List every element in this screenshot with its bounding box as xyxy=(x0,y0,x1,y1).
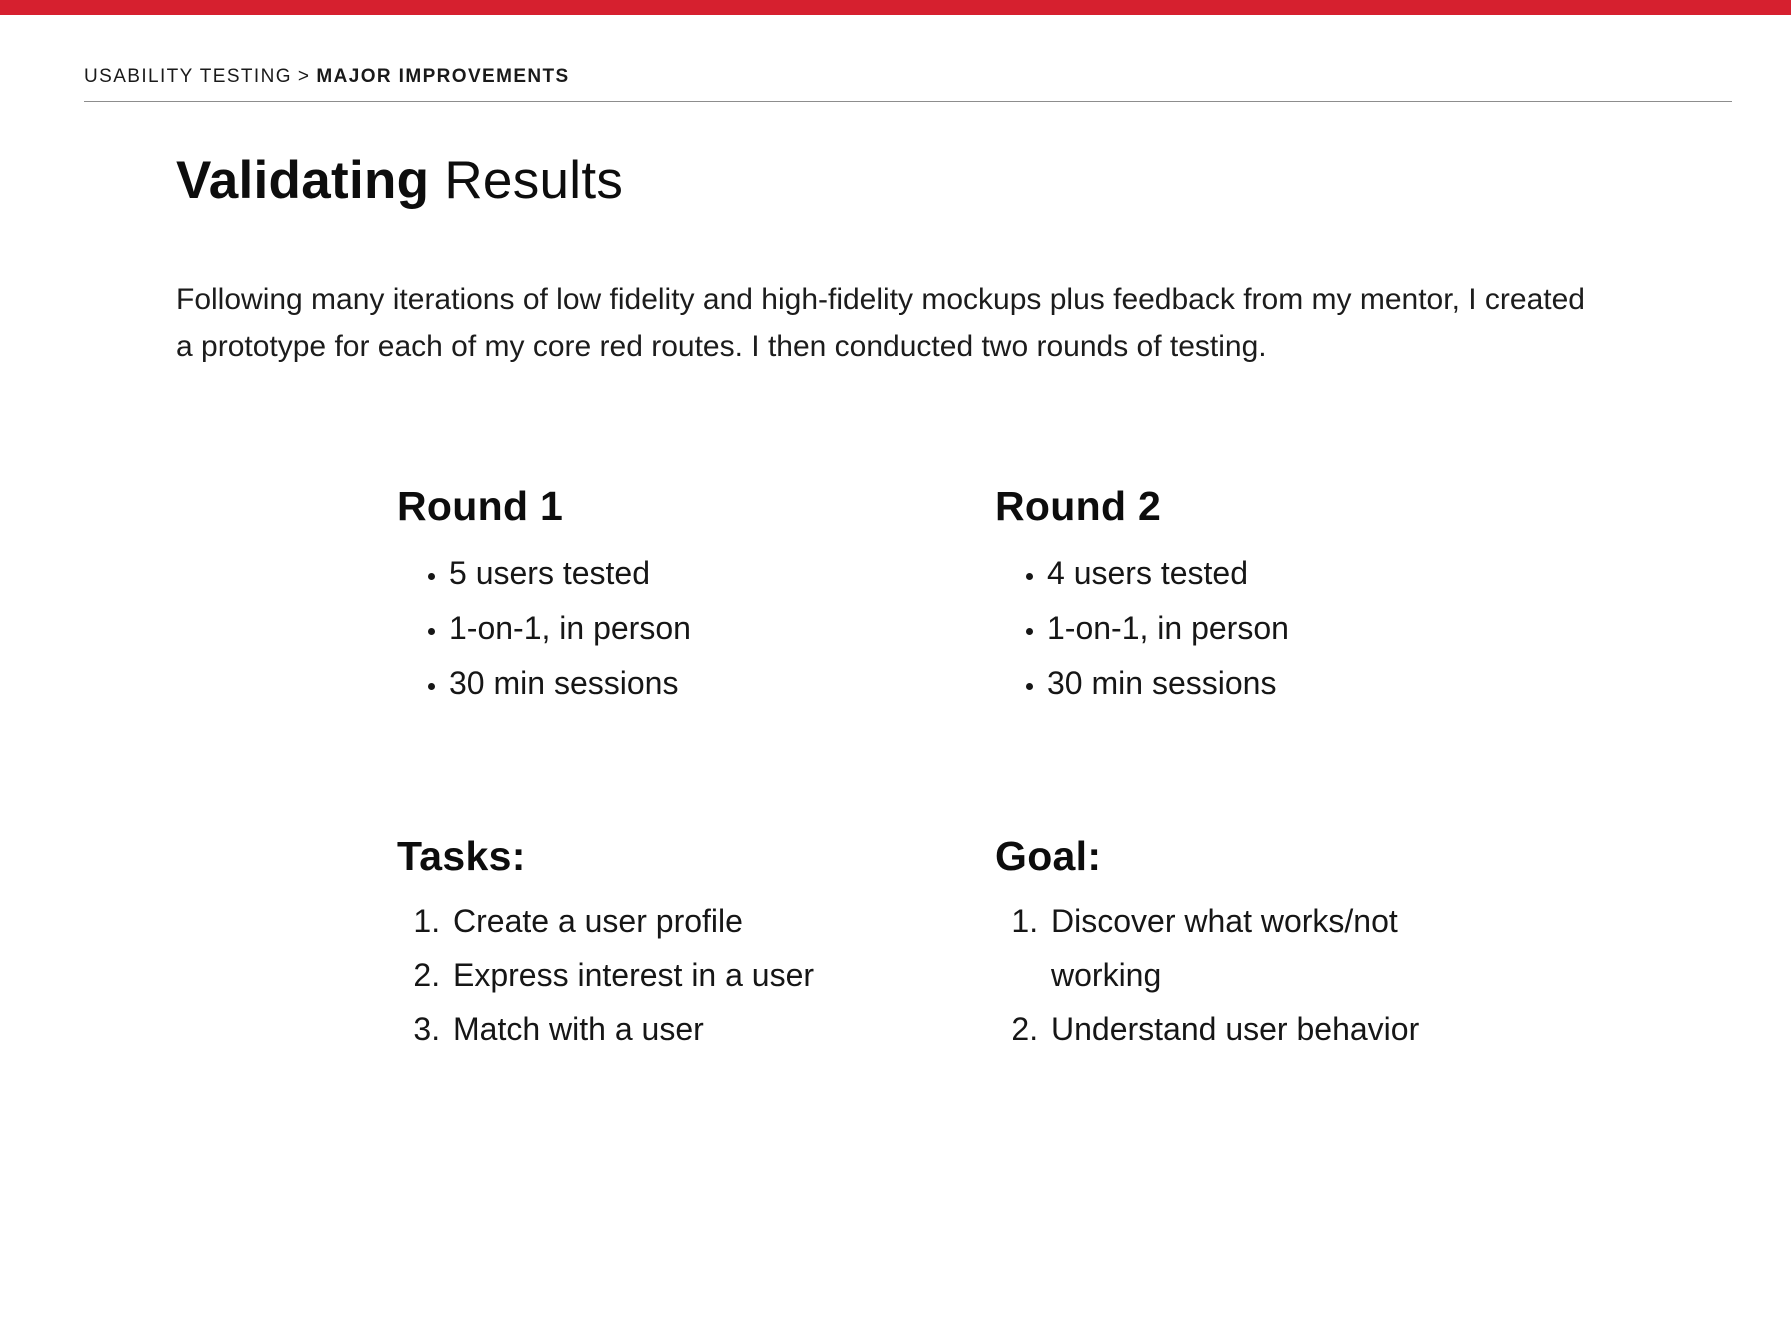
round-1-list xyxy=(397,546,957,711)
list-item: 2. Express interest in a user xyxy=(449,948,957,1002)
goal-list xyxy=(995,894,1500,1056)
round-2-title: Round 2 xyxy=(995,483,1162,529)
page-title-bold: Validating xyxy=(176,151,430,210)
page-title xyxy=(176,150,623,211)
header-divider xyxy=(84,101,1732,102)
intro-paragraph: Following many iterations of low fidelity and high-fidelity mockups plus feedback from my mentor, I created a prototype for each of my core red routes. I then conducted two rounds of testing. xyxy=(176,283,1585,363)
breadcrumb xyxy=(84,66,570,88)
breadcrumb-current: MAJOR IMPROVEMENTS xyxy=(316,66,570,87)
list-item: • 5 users tested xyxy=(449,546,957,601)
breadcrumb-separator: > xyxy=(297,66,311,87)
top-accent-bar xyxy=(0,0,1791,15)
goal-section xyxy=(995,833,1500,1056)
list-item: • 4 users tested xyxy=(1047,546,1555,601)
goal-title: Goal: xyxy=(995,833,1102,879)
list-item: 1. Discover what works/not working xyxy=(1047,894,1500,1002)
list-item: 3. Match with a user xyxy=(449,1002,957,1056)
list-item: 2. Understand user behavior xyxy=(1047,1002,1500,1056)
round-2-list xyxy=(995,546,1555,711)
list-item: • 1-on-1, in person xyxy=(449,601,957,656)
breadcrumb-section: USABILITY TESTING xyxy=(84,66,292,87)
round-1-section xyxy=(397,483,957,711)
page-title-regular: Results xyxy=(429,151,624,210)
list-item: • 30 min sessions xyxy=(449,656,957,711)
tasks-title: Tasks: xyxy=(397,833,526,879)
list-item: 1. Create a user profile xyxy=(449,894,957,948)
list-item: • 30 min sessions xyxy=(1047,656,1555,711)
list-item: • 1-on-1, in person xyxy=(1047,601,1555,656)
tasks-section xyxy=(397,833,957,1056)
round-2-section xyxy=(995,483,1555,711)
round-1-title: Round 1 xyxy=(397,483,564,529)
tasks-list xyxy=(397,894,957,1056)
